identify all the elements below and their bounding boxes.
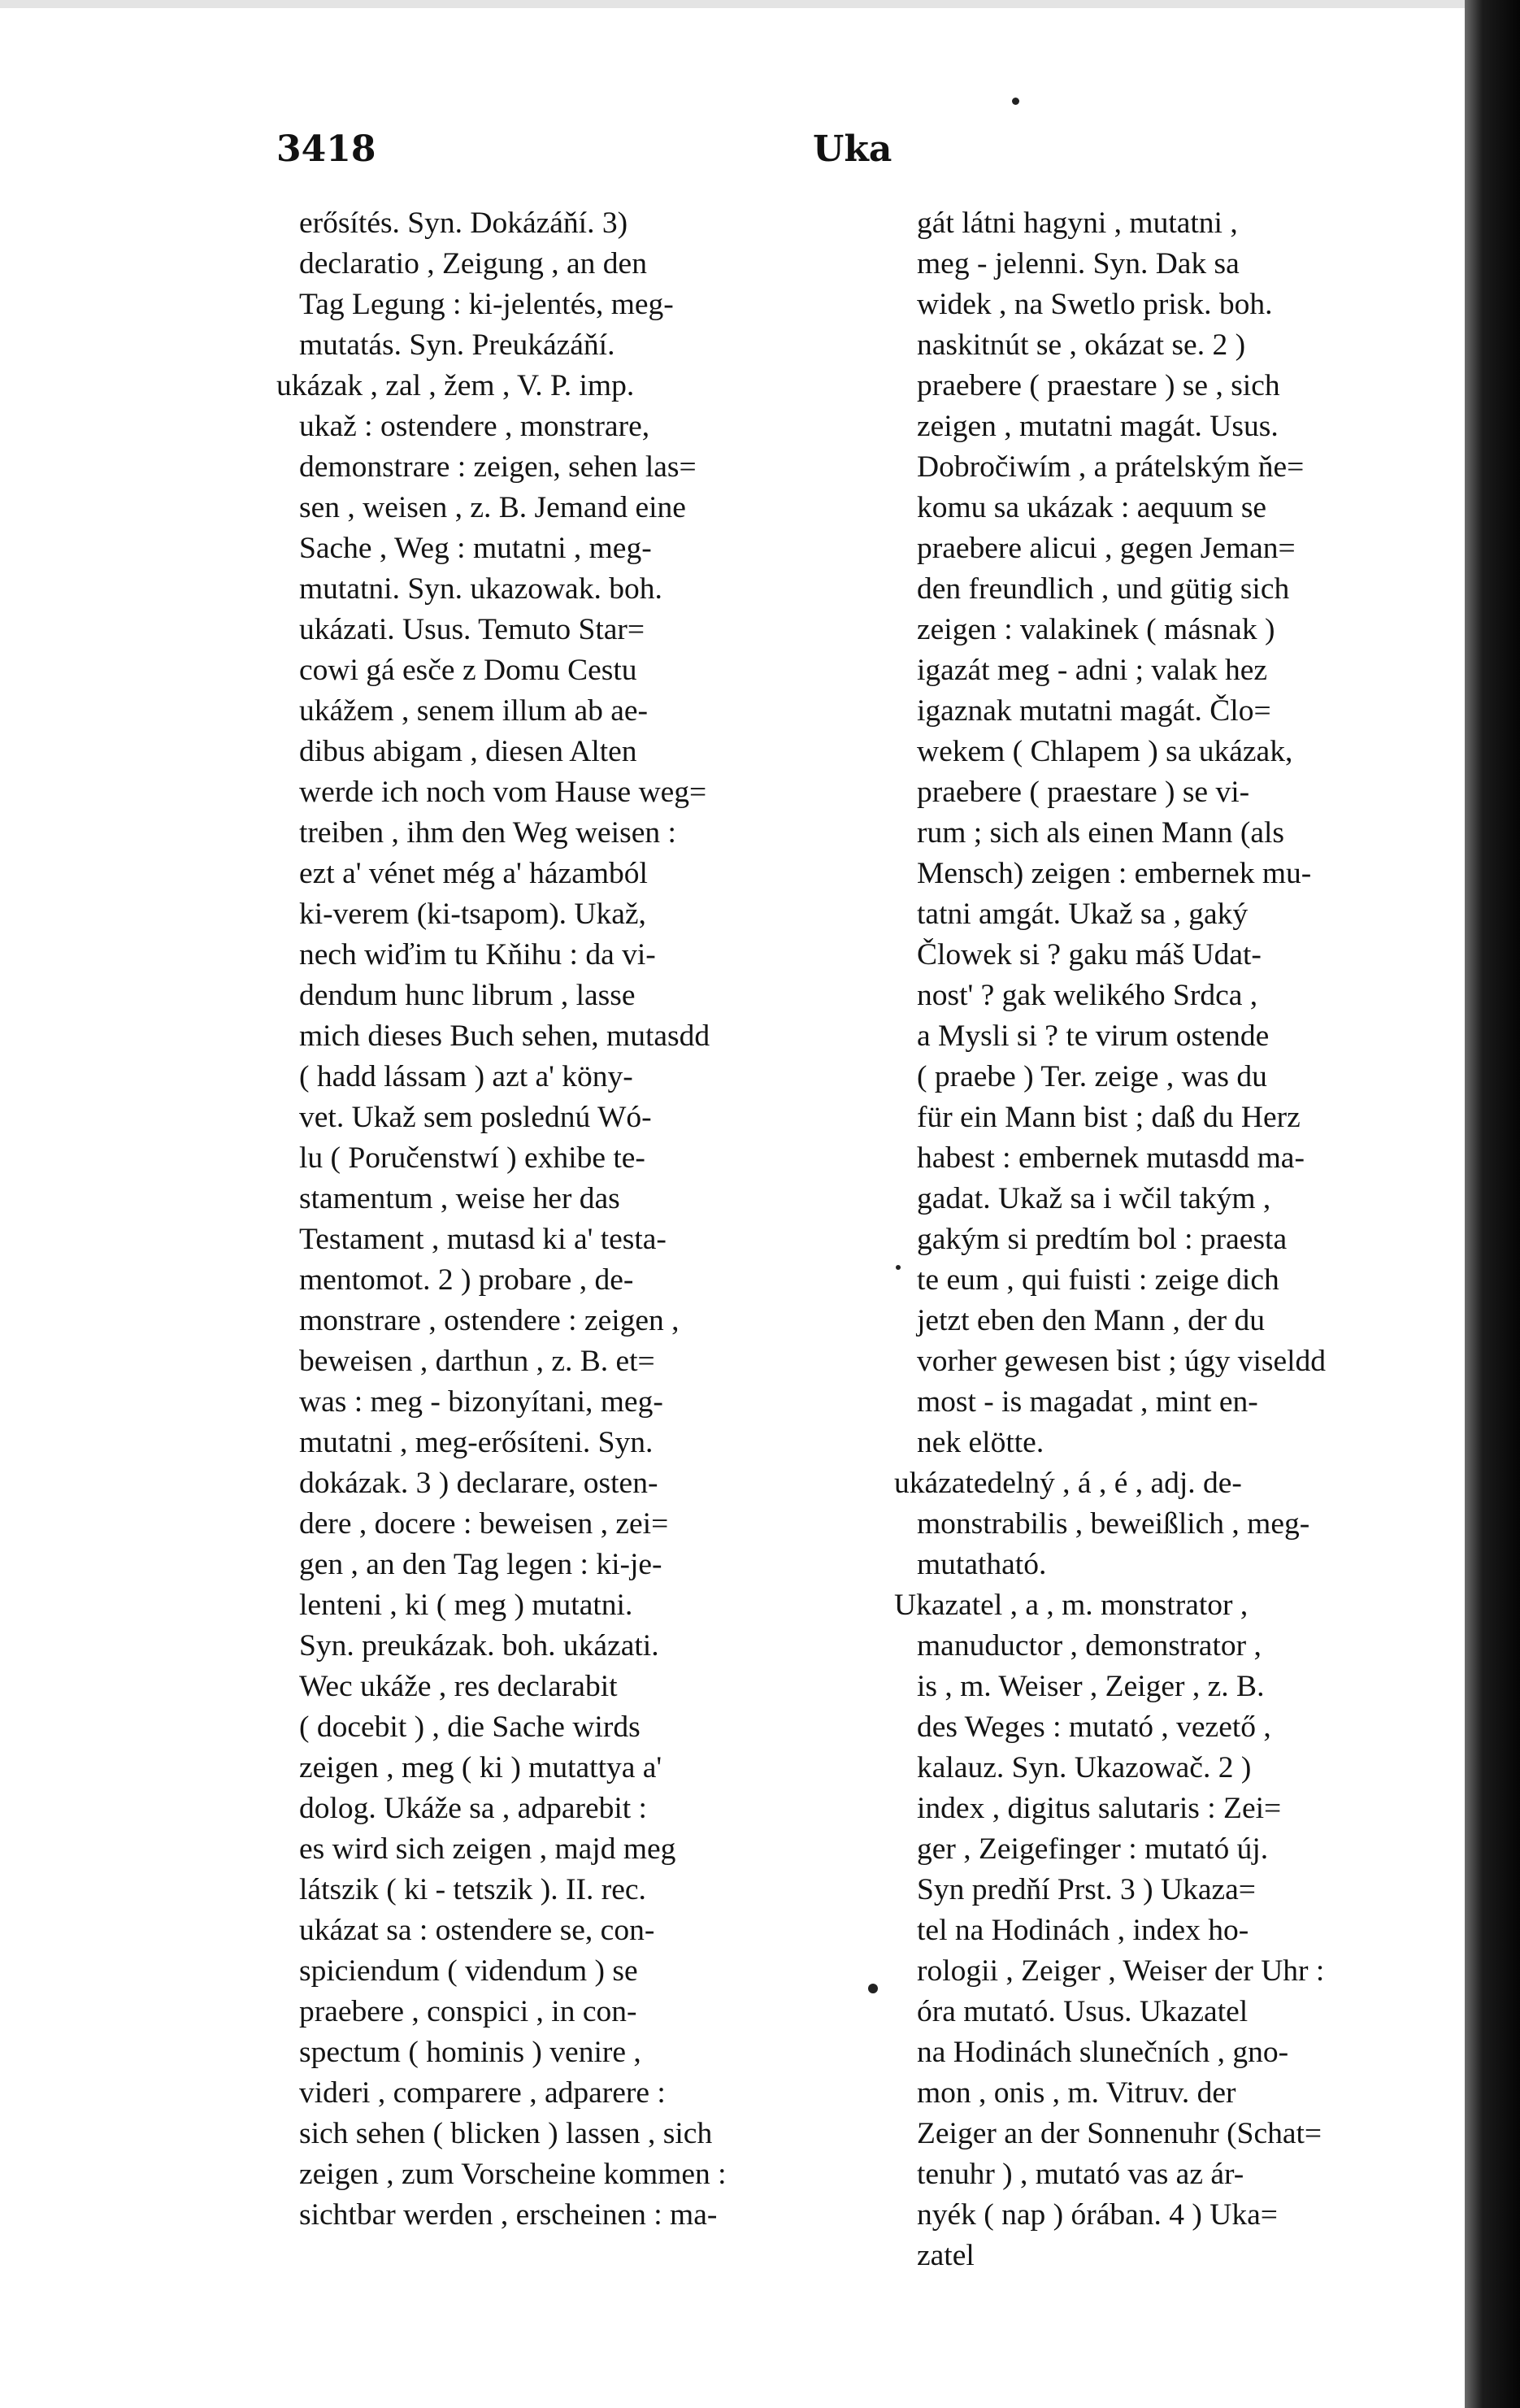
left-column-line: ukázak , zal , žem , V. P. imp. bbox=[276, 369, 635, 402]
left-column-line: monstrare , ostendere : zeigen , bbox=[299, 1304, 680, 1337]
right-column-line: rum ; sich als einen Mann (als bbox=[917, 816, 1284, 850]
right-column-line: zeigen , mutatni magát. Usus. bbox=[917, 410, 1279, 443]
scan-top-edge bbox=[0, 0, 1520, 8]
left-column-line: werde ich noch vom Hause weg= bbox=[299, 776, 707, 809]
left-column-line: treiben , ihm den Weg weisen : bbox=[299, 816, 676, 850]
left-column-line: dokázak. 3 ) declarare, osten- bbox=[299, 1467, 658, 1500]
left-column-line: gen , an den Tag legen : ki-je- bbox=[299, 1548, 662, 1581]
right-column-line: igaznak mutatni magát. Člo= bbox=[917, 694, 1271, 728]
left-column bbox=[276, 203, 821, 2236]
left-column-line: mentomot. 2 ) probare , de- bbox=[299, 1263, 634, 1297]
ink-speck bbox=[1012, 98, 1019, 105]
right-column-line: mon , onis , m. Vitruv. der bbox=[917, 2076, 1236, 2110]
left-column-line: ukaž : ostendere , monstrare, bbox=[299, 410, 650, 443]
right-column-line: meg - jelenni. Syn. Dak sa bbox=[917, 247, 1240, 280]
left-column-line: mutatás. Syn. Preukázáňí. bbox=[299, 328, 615, 362]
left-column-line: sichtbar werden , erscheinen : ma- bbox=[299, 2198, 718, 2232]
page-header bbox=[276, 122, 1447, 171]
left-column-line: ukázat sa : ostendere se, con- bbox=[299, 1914, 655, 1947]
right-column-line: a Mysli si ? te virum ostende bbox=[917, 1019, 1270, 1053]
left-column-line: látszik ( ki - tetszik ). II. rec. bbox=[299, 1873, 646, 1906]
page-number: 3418 bbox=[276, 128, 376, 170]
left-column-line: videri , comparere , adparere : bbox=[299, 2076, 666, 2110]
right-column-line: ger , Zeigefinger : mutató új. bbox=[917, 1832, 1269, 1866]
right-column-line: habest : embernek mutasdd ma- bbox=[917, 1141, 1305, 1175]
right-column-line: gát látni hagyni , mutatni , bbox=[917, 206, 1238, 240]
left-column-line: ( hadd lássam ) azt a' köny- bbox=[299, 1060, 633, 1093]
right-column-line: wekem ( Chlapem ) sa ukázak, bbox=[917, 735, 1293, 768]
right-column-line: rologii , Zeiger , Weiser der Uhr : bbox=[917, 1954, 1325, 1988]
left-column-line: lenteni , ki ( meg ) mutatni. bbox=[299, 1589, 633, 1622]
left-column-line: mutatni , meg-erősíteni. Syn. bbox=[299, 1426, 654, 1459]
right-column-line: zatel bbox=[917, 2239, 975, 2272]
left-column-line: demonstrare : zeigen, sehen las= bbox=[299, 450, 697, 484]
right-column-line: Mensch) zeigen : embernek mu- bbox=[917, 857, 1312, 890]
right-column bbox=[894, 203, 1439, 2276]
left-column-line: Syn. preukázak. boh. ukázati. bbox=[299, 1629, 659, 1663]
right-column-line: den freundlich , und gütig sich bbox=[917, 572, 1290, 606]
right-column-line: gadat. Ukaž sa i wčil takým , bbox=[917, 1182, 1271, 1215]
left-column-line: dere , docere : beweisen , zei= bbox=[299, 1507, 669, 1541]
right-column-line: des Weges : mutató , vezető , bbox=[917, 1710, 1271, 1744]
right-column-line: ukázatedelný , á , é , adj. de- bbox=[894, 1467, 1242, 1500]
right-column-line: te eum , qui fuisti : zeige dich bbox=[917, 1263, 1279, 1297]
left-column-line: dibus abigam , diesen Alten bbox=[299, 735, 637, 768]
right-column-line: Syn predňí Prst. 3 ) Ukaza= bbox=[917, 1873, 1256, 1906]
left-column-line: cowi gá esče z Domu Cestu bbox=[299, 654, 637, 687]
left-column-line: spectum ( hominis ) venire , bbox=[299, 2036, 641, 2069]
left-column-line: stamentum , weise her das bbox=[299, 1182, 620, 1215]
right-column-line: praebere ( praestare ) se vi- bbox=[917, 776, 1250, 809]
right-column-line: praebere alicui , gegen Jeman= bbox=[917, 532, 1296, 565]
right-column-line: is , m. Weiser , Zeiger , z. B. bbox=[917, 1670, 1265, 1703]
right-column-line: Člowek si ? gaku máš Udat- bbox=[917, 938, 1262, 971]
left-column-line: was : meg - bizonyítani, meg- bbox=[299, 1385, 663, 1419]
left-column-line: dendum hunc librum , lasse bbox=[299, 979, 636, 1012]
left-column-line: ezt a' vénet még a' házamból bbox=[299, 857, 648, 890]
left-column-line: ukážem , senem illum ab ae- bbox=[299, 694, 648, 728]
right-column-line: ( praebe ) Ter. zeige , was du bbox=[917, 1060, 1267, 1093]
right-column-line: óra mutató. Usus. Ukazatel bbox=[917, 1995, 1249, 2028]
right-column-line: monstrabilis , beweißlich , meg- bbox=[917, 1507, 1310, 1541]
right-column-line: praebere ( praestare ) se , sich bbox=[917, 369, 1280, 402]
left-column-line: declaratio , Zeigung , an den bbox=[299, 247, 647, 280]
left-column-line: mich dieses Buch sehen, mutasdd bbox=[299, 1019, 710, 1053]
right-column-line: mutatható. bbox=[917, 1548, 1047, 1581]
right-column-line: jetzt eben den Mann , der du bbox=[917, 1304, 1265, 1337]
right-column-line: nek elötte. bbox=[917, 1426, 1044, 1459]
right-column-line: Dobročiwím , a prátelským ňe= bbox=[917, 450, 1305, 484]
left-column-line: Testament , mutasd ki a' testa- bbox=[299, 1223, 667, 1256]
scan-right-edge bbox=[1465, 0, 1520, 2408]
left-column-line: es wird sich zeigen , majd meg bbox=[299, 1832, 676, 1866]
dictionary-page bbox=[276, 122, 1447, 2382]
left-column-line: ( docebit ) , die Sache wirds bbox=[299, 1710, 641, 1744]
left-column-line: erősítés. Syn. Dokázáňí. 3) bbox=[299, 206, 628, 240]
right-column-line: tel na Hodinách , index ho- bbox=[917, 1914, 1249, 1947]
left-column-line: sich sehen ( blicken ) lassen , sich bbox=[299, 2117, 713, 2150]
right-column-line: tenuhr ) , mutató vas az ár- bbox=[917, 2158, 1244, 2191]
right-column-line: gakým si predtím bol : praesta bbox=[917, 1223, 1288, 1256]
left-column-line: Wec ukáže , res declarabit bbox=[299, 1670, 618, 1703]
right-column-line: Ukazatel , a , m. monstrator , bbox=[894, 1589, 1249, 1622]
left-column-line: mutatni. Syn. ukazowak. boh. bbox=[299, 572, 662, 606]
right-column-line: zeigen : valakinek ( másnak ) bbox=[917, 613, 1275, 646]
right-column-line: most - is magadat , mint en- bbox=[917, 1385, 1258, 1419]
running-head: Uka bbox=[813, 128, 892, 170]
left-column-line: vet. Ukaž sem poslednú Wó- bbox=[299, 1101, 652, 1134]
left-column-line: sen , weisen , z. B. Jemand eine bbox=[299, 491, 686, 524]
left-column-line: dolog. Ukáže sa , adparebit : bbox=[299, 1792, 647, 1825]
right-column-line: igazát meg - adni ; valak hez bbox=[917, 654, 1268, 687]
right-column-line: tatni amgát. Ukaž sa , gaký bbox=[917, 898, 1249, 931]
right-column-line: kalauz. Syn. Ukazowač. 2 ) bbox=[917, 1751, 1252, 1784]
left-column-line: lu ( Poručenstwí ) exhibe te- bbox=[299, 1141, 645, 1175]
left-column-line: beweisen , darthun , z. B. et= bbox=[299, 1345, 655, 1378]
left-column-line: spiciendum ( videndum ) se bbox=[299, 1954, 638, 1988]
left-column-line: ki-verem (ki-tsapom). Ukaž, bbox=[299, 898, 646, 931]
left-column-line: zeigen , zum Vorscheine kommen : bbox=[299, 2158, 727, 2191]
left-column-line: Tag Legung : ki-jelentés, meg- bbox=[299, 288, 674, 321]
left-column-line: Sache , Weg : mutatni , meg- bbox=[299, 532, 652, 565]
right-column-line: vorher gewesen bist ; úgy viseldd bbox=[917, 1345, 1327, 1378]
left-column-line: zeigen , meg ( ki ) mutattya a' bbox=[299, 1751, 662, 1784]
right-column-line: nyék ( nap ) órában. 4 ) Uka= bbox=[917, 2198, 1278, 2232]
right-column-line: nost' ? gak welikého Srdca , bbox=[917, 979, 1258, 1012]
right-column-line: widek , na Swetlo prisk. boh. bbox=[917, 288, 1273, 321]
right-column-line: index , digitus salutaris : Zei= bbox=[917, 1792, 1282, 1825]
right-column-line: komu sa ukázak : aequum se bbox=[917, 491, 1267, 524]
right-column-line: manuductor , demonstrator , bbox=[917, 1629, 1262, 1663]
right-column-line: für ein Mann bist ; daß du Herz bbox=[917, 1101, 1301, 1134]
left-column-line: praebere , conspici , in con- bbox=[299, 1995, 637, 2028]
right-column-line: naskitnút se , okázat se. 2 ) bbox=[917, 328, 1246, 362]
left-column-line: nech wiďim tu Kňihu : da vi- bbox=[299, 938, 656, 971]
right-column-line: na Hodinách slunečních , gno- bbox=[917, 2036, 1289, 2069]
right-column-line: Zeiger an der Sonnenuhr (Schat= bbox=[917, 2117, 1322, 2150]
left-column-line: ukázati. Usus. Temuto Star= bbox=[299, 613, 645, 646]
